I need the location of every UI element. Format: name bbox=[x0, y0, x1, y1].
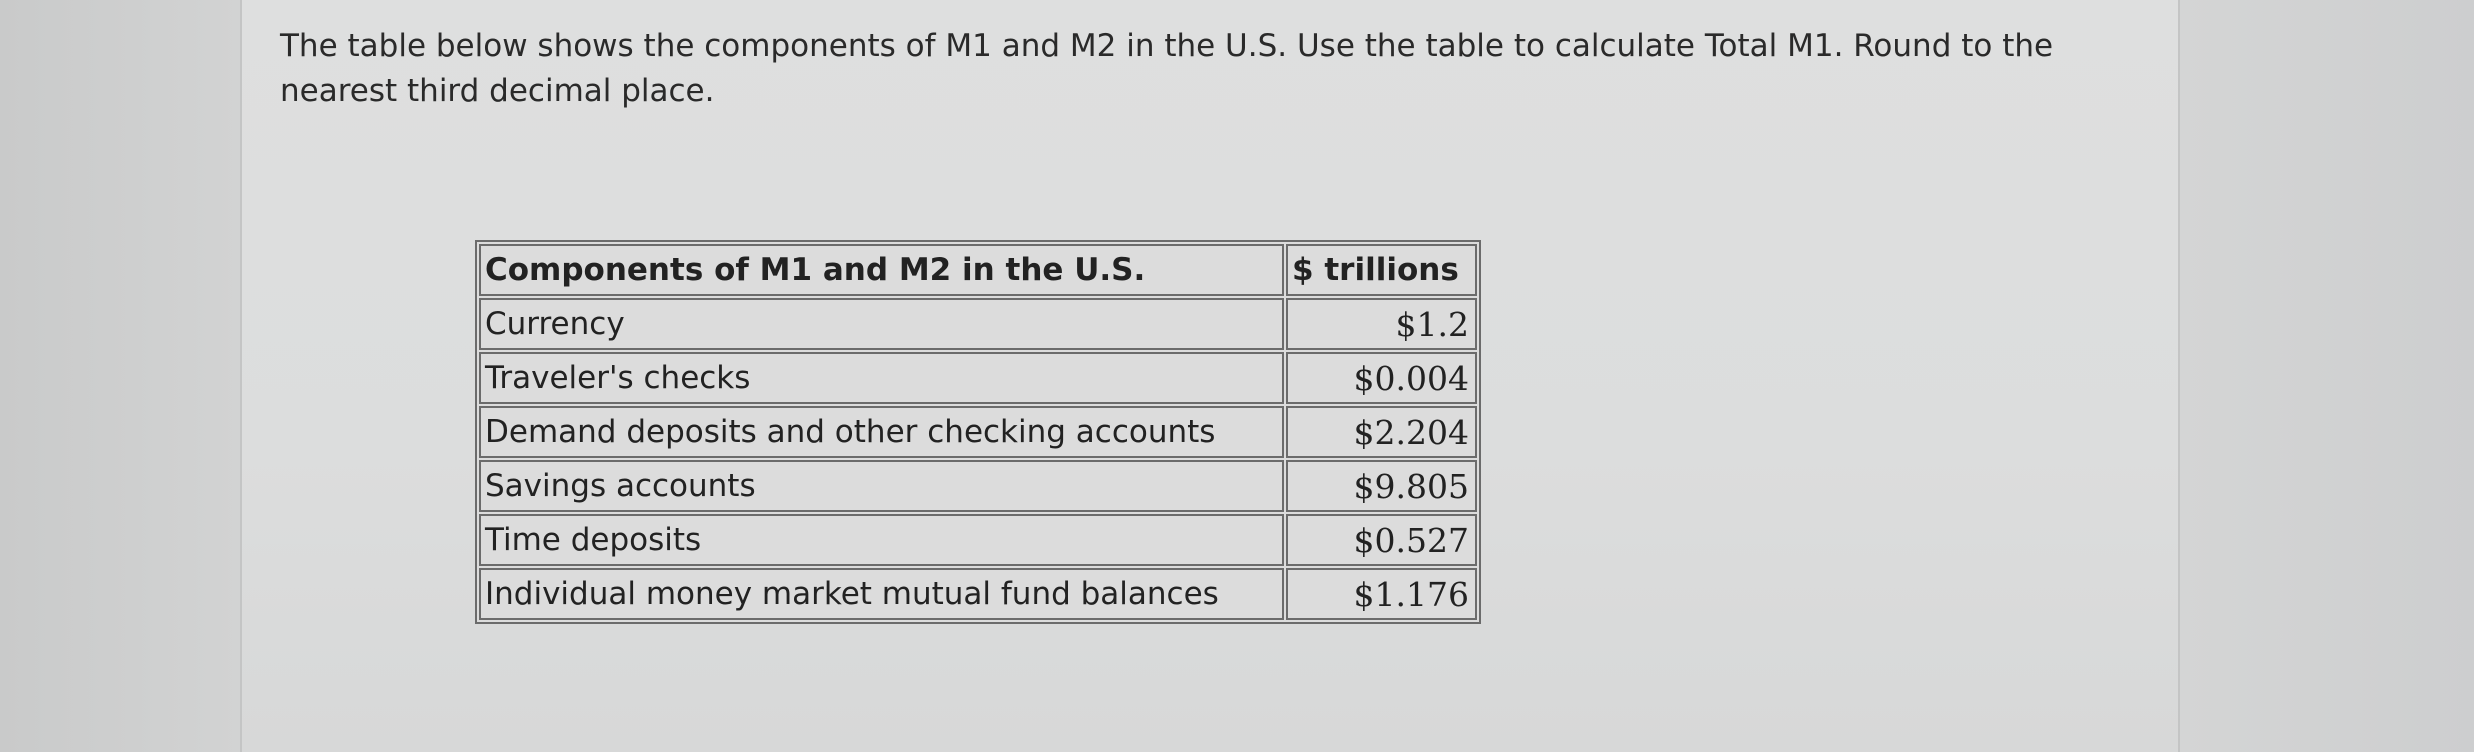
table-row bbox=[479, 514, 1477, 566]
table-row bbox=[479, 352, 1477, 404]
row-component: Demand deposits and other checking accounts bbox=[479, 406, 1284, 458]
row-component: Savings accounts bbox=[479, 460, 1284, 512]
row-value: $0.527 bbox=[1286, 514, 1477, 566]
header-unit: $ trillions bbox=[1286, 244, 1477, 296]
background-left bbox=[0, 0, 240, 752]
table-row bbox=[479, 406, 1477, 458]
table-row bbox=[479, 298, 1477, 350]
table-header-row bbox=[479, 244, 1477, 296]
row-component: Time deposits bbox=[479, 514, 1284, 566]
row-value: $9.805 bbox=[1286, 460, 1477, 512]
row-component: Currency bbox=[479, 298, 1284, 350]
components-table bbox=[475, 240, 1481, 624]
header-component: Components of M1 and M2 in the U.S. bbox=[479, 244, 1284, 296]
row-value: $2.204 bbox=[1286, 406, 1477, 458]
row-component: Traveler's checks bbox=[479, 352, 1284, 404]
question-text: The table below shows the components of M1 and M2 in the U.S. Use the table to calculate Total M1. Round to the nearest third decimal place. bbox=[280, 28, 2054, 109]
row-value: $1.176 bbox=[1286, 568, 1477, 620]
table-row bbox=[479, 460, 1477, 512]
table-row bbox=[479, 568, 1477, 620]
background-right bbox=[2180, 0, 2474, 752]
row-value: $1.2 bbox=[1286, 298, 1477, 350]
row-value: $0.004 bbox=[1286, 352, 1477, 404]
row-component: Individual money market mutual fund balances bbox=[479, 568, 1284, 620]
